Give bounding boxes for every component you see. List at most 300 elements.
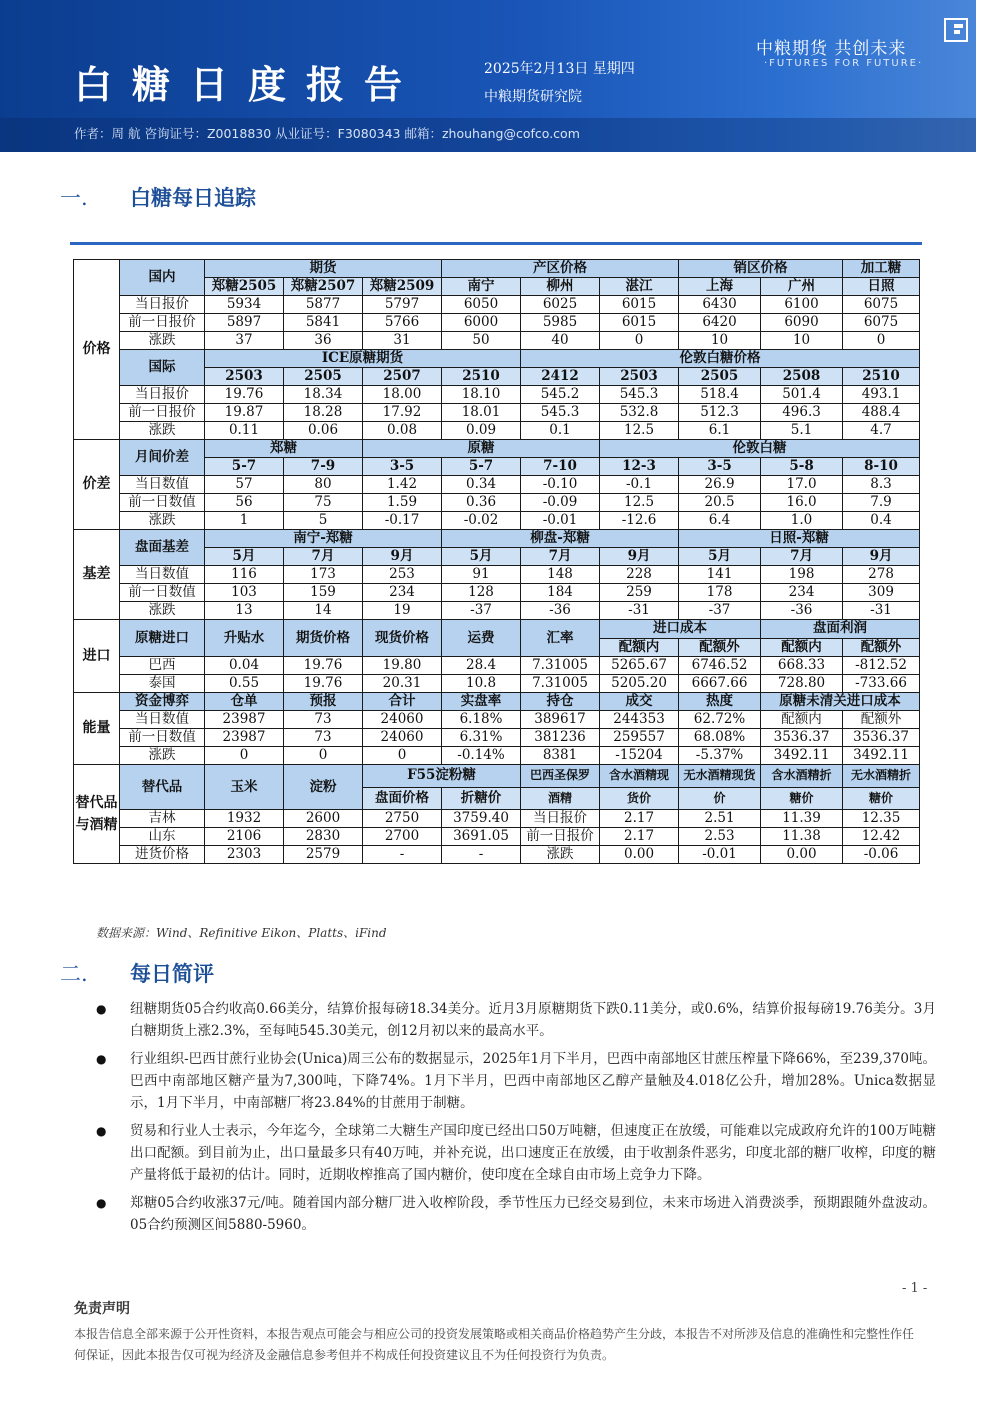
table-cell: 伦敦白糖价格 [521,350,920,368]
table-cell: 5-7 [442,458,521,476]
table-cell: 50 [442,332,521,350]
report-institute: 中粮期货研究院 [484,89,582,105]
table-cell: 728.80 [761,675,843,693]
table-cell: 3536.37 [761,729,843,747]
table-cell: 37 [205,332,284,350]
table-cell: 配额外 [679,638,761,657]
table-cell: 广州 [761,278,843,296]
table-cell: 389617 [521,711,600,729]
table-cell: 545.2 [521,386,600,404]
table-cell: 6100 [761,296,843,314]
table-cell: 103 [205,584,284,602]
table-cell: 2830 [284,828,363,846]
table-row [74,810,920,828]
table-cell: 17.92 [363,404,442,422]
table-cell: 10 [761,332,843,350]
table-cell: 原糖 [363,440,600,458]
author-line: 作者：周 航 咨询证号：Z0018830 从业证号：F3080343 邮箱：zhouhang@cofco.com [74,126,580,141]
table-cell: 159 [284,584,363,602]
table-row [74,404,920,422]
table-cell: 116 [205,566,284,584]
section-2-title: 每日简评 [130,961,214,986]
table-cell: 月间价差 [120,440,205,476]
table-cell: 148 [521,566,600,584]
table-cell: 含水酒精折 [761,765,843,788]
table-row [74,675,920,693]
table-cell: 493.1 [843,386,920,404]
table-cell: 1932 [205,810,284,828]
table-cell: 1.42 [363,476,442,494]
table-cell: 配额内 [761,638,843,657]
table-cell: 0.09 [442,422,521,440]
table-cell: 19.76 [284,675,363,693]
table-cell: 56 [205,494,284,512]
table-cell: 郑糖2509 [363,278,442,296]
table-cell: 488.4 [843,404,920,422]
table-cell: 6.1 [679,422,761,440]
table-cell: -5.37% [679,747,761,765]
table-row [74,693,920,711]
table-cell: - [363,846,442,864]
table-cell: 2510 [442,368,521,386]
table-cell: 实盘率 [442,693,521,711]
table-cell: 盘面利润 [761,620,920,639]
table-cell: 36 [284,332,363,350]
table-cell: 184 [521,584,600,602]
table-cell: 郑糖 [205,440,363,458]
table-cell: 配额内 [761,711,843,729]
table-cell: 2106 [205,828,284,846]
row-label: 涨跌 [120,332,205,350]
table-cell: -31 [843,602,920,620]
table-cell: 12.5 [600,422,679,440]
table-cell: 496.3 [761,404,843,422]
table-cell: 5-7 [205,458,284,476]
table-cell: 进口成本 [600,620,761,639]
row-label: 前一日数值 [120,584,205,602]
table-cell: 259557 [600,729,679,747]
table-row [74,296,920,314]
table-cell: 244353 [600,711,679,729]
table-cell: 柳盘-郑糖 [442,530,679,548]
table-cell: 234 [761,584,843,602]
table-row [74,260,920,278]
table-cell: 货价 [600,787,679,810]
table-cell: 加工糖 [843,260,920,278]
table-cell: 5月 [679,548,761,566]
table-row [74,657,920,675]
table-cell: 26.9 [679,476,761,494]
table-cell: 6746.52 [679,657,761,675]
table-cell: 57 [205,476,284,494]
row-label: 涨跌 [120,602,205,620]
table-cell: 23987 [205,711,284,729]
table-cell: 日照-郑糖 [679,530,920,548]
table-cell: 2600 [284,810,363,828]
table-cell: 盘面价格 [363,787,442,810]
table-cell: 128 [442,584,521,602]
report-header [0,0,976,152]
table-cell: 12.42 [843,828,920,846]
table-cell: 5985 [521,314,600,332]
table-cell: 173 [284,566,363,584]
table-cell: -0.01 [521,512,600,530]
table-cell: -0.09 [521,494,600,512]
table-cell: 柳州 [521,278,600,296]
table-cell: 5 [284,512,363,530]
table-cell: 3536.37 [843,729,920,747]
table-cell: 141 [679,566,761,584]
table-cell: -36 [761,602,843,620]
table-cell: 0 [284,747,363,765]
table-cell: 228 [600,566,679,584]
table-cell: 6.18% [442,711,521,729]
table-cell: -31 [600,602,679,620]
table-row [74,729,920,747]
table-cell: 0.00 [761,846,843,864]
table-cell: 24060 [363,711,442,729]
table-cell: 0.08 [363,422,442,440]
table-cell: 5766 [363,314,442,332]
table-cell: 19.80 [363,657,442,675]
table-cell: 18.10 [442,386,521,404]
table-cell: 仓单 [205,693,284,711]
table-row [74,530,920,548]
table-cell: 75 [284,494,363,512]
table-cell: 7.31005 [521,675,600,693]
table-cell: 南宁-郑糖 [205,530,442,548]
row-label: 吉林 [120,810,205,828]
table-cell: 含水酒精现 [600,765,679,788]
table-cell: 原糖进口 [120,620,205,657]
table-cell: 62.72% [679,711,761,729]
table-row [74,846,920,864]
table-row [74,332,920,350]
table-cell: 668.33 [761,657,843,675]
table-cell: 5月 [442,548,521,566]
row-label: 进货价格 [120,846,205,864]
table-cell: 6015 [600,296,679,314]
table-cell: 2503 [205,368,284,386]
table-cell: 28.4 [442,657,521,675]
table-cell: -0.01 [679,846,761,864]
table-cell: 无水酒精现货 [679,765,761,788]
table-row [74,566,920,584]
commentary-item: ● 贸易和行业人士表示，今年迄今，全球第二大糖生产国印度已经出口50万吨糖，但速度正在放缓，可能难以完成政府允许的100万吨糖出口配额。到目前为止，出口量最多只有40万吨，并补充说，出口速度正在放缓，由于收割条件恶劣，印度北部的糖厂收榨，印度的糖产量将低于最初的估计。同时，近期收榨推高了国内糖价，使印度在全球自由市场上竞争力下降。 [96,1120,936,1186]
table-cell: 3492.11 [761,747,843,765]
table-cell: 南宁 [442,278,521,296]
table-cell: 郑糖2505 [205,278,284,296]
row-label: 前一日报价 [120,314,205,332]
sugar-tracking-table [73,259,920,864]
table-cell: 278 [843,566,920,584]
table-cell: 持仓 [521,693,600,711]
disclaimer-text: 本报告信息全部来源于公开性资料，本报告观点可能会与相应公司的投资发展策略或相关商品价格趋势产生分歧，本报告不对所涉及信息的准确性和完整性作任何保证，因此本报告仅可视为经济及金融信息参考但并不构成任何投资建议且不为任何投资行为负责。 [74,1327,915,1362]
table-cell: 16.0 [761,494,843,512]
table-cell: 0.36 [442,494,521,512]
table-row [74,584,920,602]
table-cell: 309 [843,584,920,602]
table-cell: 0 [363,747,442,765]
commentary-item: ● 纽糖期货05合约收高0.66美分，结算价报每磅18.34美分。近月3月原糖期货下跌0.11美分，或0.6%，结算价报每磅19.76美分。3月白糖期货上涨2.3%，至每吨545.30美元，创12月初以来的最高水平。 [96,998,936,1042]
table-row [74,711,920,729]
table-cell: 期货 [205,260,442,278]
table-cell: 19 [363,602,442,620]
table-cell: 8-10 [843,458,920,476]
table-row [74,602,920,620]
table-cell: 6.31% [442,729,521,747]
table-cell: 合计 [363,693,442,711]
table-cell: 18.01 [442,404,521,422]
table-cell: 178 [679,584,761,602]
table-cell: 545.3 [521,404,600,422]
table-cell: 8.3 [843,476,920,494]
table-row [74,747,920,765]
table-cell: 巴西圣保罗 [521,765,600,788]
disclaimer-title: 免责声明 [74,1301,130,1317]
table-cell: 2750 [363,810,442,828]
commentary-item: ● 郑糖05合约收涨37元/吨。随着国内部分糖厂进入收榨阶段，季节性压力已经交易到位，未来市场进入消费淡季，预期跟随外盘波动。05合约预测区间5880-5960。 [96,1192,936,1236]
commentary-list [96,998,936,1242]
table-row [74,765,920,788]
table-cell: ICE原糖期货 [205,350,521,368]
table-row [74,440,920,458]
table-cell: 湛江 [600,278,679,296]
table-cell: 518.4 [679,386,761,404]
table-cell: 5205.20 [600,675,679,693]
table-cell: 升贴水 [205,620,284,657]
table-cell: 501.4 [761,386,843,404]
table-cell: 5.1 [761,422,843,440]
table-cell: 40 [521,332,600,350]
row-label: 涨跌 [120,747,205,765]
table-cell: 销区价格 [679,260,843,278]
table-cell: 259 [600,584,679,602]
table-cell: 0.11 [205,422,284,440]
row-label: 前一日报价 [120,404,205,422]
table-cell: 预报 [284,693,363,711]
row-label: 涨跌 [120,512,205,530]
section-1-number: 一. [60,186,88,210]
table-cell: 1.59 [363,494,442,512]
table-cell: -812.52 [843,657,920,675]
table-cell: 3-5 [679,458,761,476]
table-cell: 5797 [363,296,442,314]
table-row [74,422,920,440]
table-cell: 7.9 [843,494,920,512]
table-cell: 5934 [205,296,284,314]
table-cell: 配额外 [843,638,920,657]
table-cell: 3759.40 [442,810,521,828]
table-cell: 12-3 [600,458,679,476]
table-cell: 1 [205,512,284,530]
row-label: 前一日报价 [521,828,600,846]
row-label: 当日数值 [120,711,205,729]
domestic-label: 国内 [120,260,205,296]
table-cell: 80 [284,476,363,494]
category-basis: 基差 [74,530,120,620]
table-cell: 198 [761,566,843,584]
section-1-title: 白糖每日追踪 [130,185,256,210]
international-label: 国际 [120,350,205,386]
table-cell: 2.17 [600,828,679,846]
table-cell: 11.39 [761,810,843,828]
brand-name: 中粮期货 共创未来 [756,39,907,59]
row-label: 当日报价 [120,296,205,314]
row-label: 当日报价 [521,810,600,828]
table-cell: 10.8 [442,675,521,693]
brand-slogan: ·FUTURES FOR FUTURE· [764,58,924,69]
table-cell: 7-10 [521,458,600,476]
table-cell: 73 [284,729,363,747]
row-label: 涨跌 [521,846,600,864]
table-cell: 20.31 [363,675,442,693]
table-cell: 91 [442,566,521,584]
table-row [74,512,920,530]
table-cell: 4.7 [843,422,920,440]
table-cell: 淀粉 [284,765,363,810]
row-label: 当日数值 [120,476,205,494]
table-cell: 无水酒精折 [843,765,920,788]
table-cell: 资金博弈 [120,693,205,711]
table-cell: -37 [442,602,521,620]
table-cell: 3691.05 [442,828,521,846]
table-cell: 0.06 [284,422,363,440]
table-cell: 日照 [843,278,920,296]
table-cell: 7月 [284,548,363,566]
table-row [74,828,920,846]
table-cell: 2503 [600,368,679,386]
table-cell: 12.5 [600,494,679,512]
table-cell: 17.0 [761,476,843,494]
table-cell: 6090 [761,314,843,332]
row-label: 当日报价 [120,386,205,404]
table-cell: 6.4 [679,512,761,530]
page-number: - 1 - [902,1281,928,1296]
table-cell: F55淀粉糖 [363,765,521,788]
table-cell: 2507 [363,368,442,386]
report-date: 2025年2月13日 星期四 [484,61,635,77]
table-cell: 14 [284,602,363,620]
table-row [74,314,920,332]
table-cell: -0.02 [442,512,521,530]
table-cell: 上海 [679,278,761,296]
row-label: 涨跌 [120,422,205,440]
row-label: 山东 [120,828,205,846]
table-cell: 7-9 [284,458,363,476]
table-cell: 配额外 [843,711,920,729]
table-cell: 9月 [363,548,442,566]
table-cell: 7.31005 [521,657,600,675]
table-cell: 532.8 [600,404,679,422]
table-cell: 18.28 [284,404,363,422]
table-cell: - [442,846,521,864]
table-cell: 8381 [521,747,600,765]
table-cell: 2700 [363,828,442,846]
row-label: 巴西 [120,657,205,675]
table-cell: 折糖价 [442,787,521,810]
table-cell: 2505 [284,368,363,386]
table-cell: 2508 [761,368,843,386]
company-logo-icon [944,18,968,42]
table-cell: 18.00 [363,386,442,404]
table-cell: -15204 [600,747,679,765]
table-cell: 0 [600,332,679,350]
table-cell: 0.04 [205,657,284,675]
table-cell: 5月 [205,548,284,566]
table-cell: 68.08% [679,729,761,747]
table-cell: 0.00 [600,846,679,864]
table-cell: 运费 [442,620,521,657]
table-cell: 23987 [205,729,284,747]
table-row [74,350,920,368]
table-cell: 6075 [843,296,920,314]
category-spread: 价差 [74,440,120,530]
table-cell: 0.34 [442,476,521,494]
table-cell: 6075 [843,314,920,332]
table-cell: -0.1 [600,476,679,494]
data-source: 数据来源：Wind、Refinitive Eikon、Platts、iFind [96,926,387,940]
table-cell: 5265.67 [600,657,679,675]
table-cell: 伦敦白糖 [600,440,920,458]
table-cell: 热度 [679,693,761,711]
table-cell: 31 [363,332,442,350]
table-cell: 0.4 [843,512,920,530]
table-cell: 545.3 [600,386,679,404]
table-cell: 6025 [521,296,600,314]
table-cell: 盘面基差 [120,530,205,566]
row-label: 泰国 [120,675,205,693]
table-cell: 产区价格 [442,260,679,278]
category-energy: 能量 [74,693,120,765]
table-cell: 9月 [600,548,679,566]
table-cell: 20.5 [679,494,761,512]
table-cell: 5877 [284,296,363,314]
table-cell: 3-5 [363,458,442,476]
table-row [74,386,920,404]
table-cell: 7月 [521,548,600,566]
table-cell: 2.53 [679,828,761,846]
table-cell: -733.66 [843,675,920,693]
row-label: 前一日数值 [120,494,205,512]
table-cell: 9月 [843,548,920,566]
table-cell: -12.6 [600,512,679,530]
table-cell: -0.17 [363,512,442,530]
table-cell: 酒精 [521,787,600,810]
table-cell: 2.51 [679,810,761,828]
table-cell: 512.3 [679,404,761,422]
category-price: 价格 [74,260,120,440]
category-import: 进口 [74,620,120,693]
table-cell: 6667.66 [679,675,761,693]
table-cell: 7月 [761,548,843,566]
row-label: 当日数值 [120,566,205,584]
table-cell: 11.38 [761,828,843,846]
table-cell: 19.87 [205,404,284,422]
table-cell: -36 [521,602,600,620]
table-cell: -37 [679,602,761,620]
table-cell: 玉米 [205,765,284,810]
table-cell: 郑糖2507 [284,278,363,296]
table-cell: 6420 [679,314,761,332]
table-cell: 2303 [205,846,284,864]
table-cell: 2505 [679,368,761,386]
table-cell: 6015 [600,314,679,332]
table-row [74,620,920,639]
commentary-item: ● 行业组织-巴西甘蔗行业协会(Unica)周三公布的数据显示，2025年1月下半月，巴西中南部地区甘蔗压榨量下降66%，至239,370吨。巴西中南部地区糖产量为7,300吨，下降74%。1月下半月，巴西中南部地区乙醇产量触及4.018亿公升，增加28%。Unica数据显示，1月下半月，中南部糖厂将23.84%的甘蔗用于制糖。 [96,1048,936,1114]
table-cell: -0.06 [843,846,920,864]
table-cell: 6000 [442,314,521,332]
